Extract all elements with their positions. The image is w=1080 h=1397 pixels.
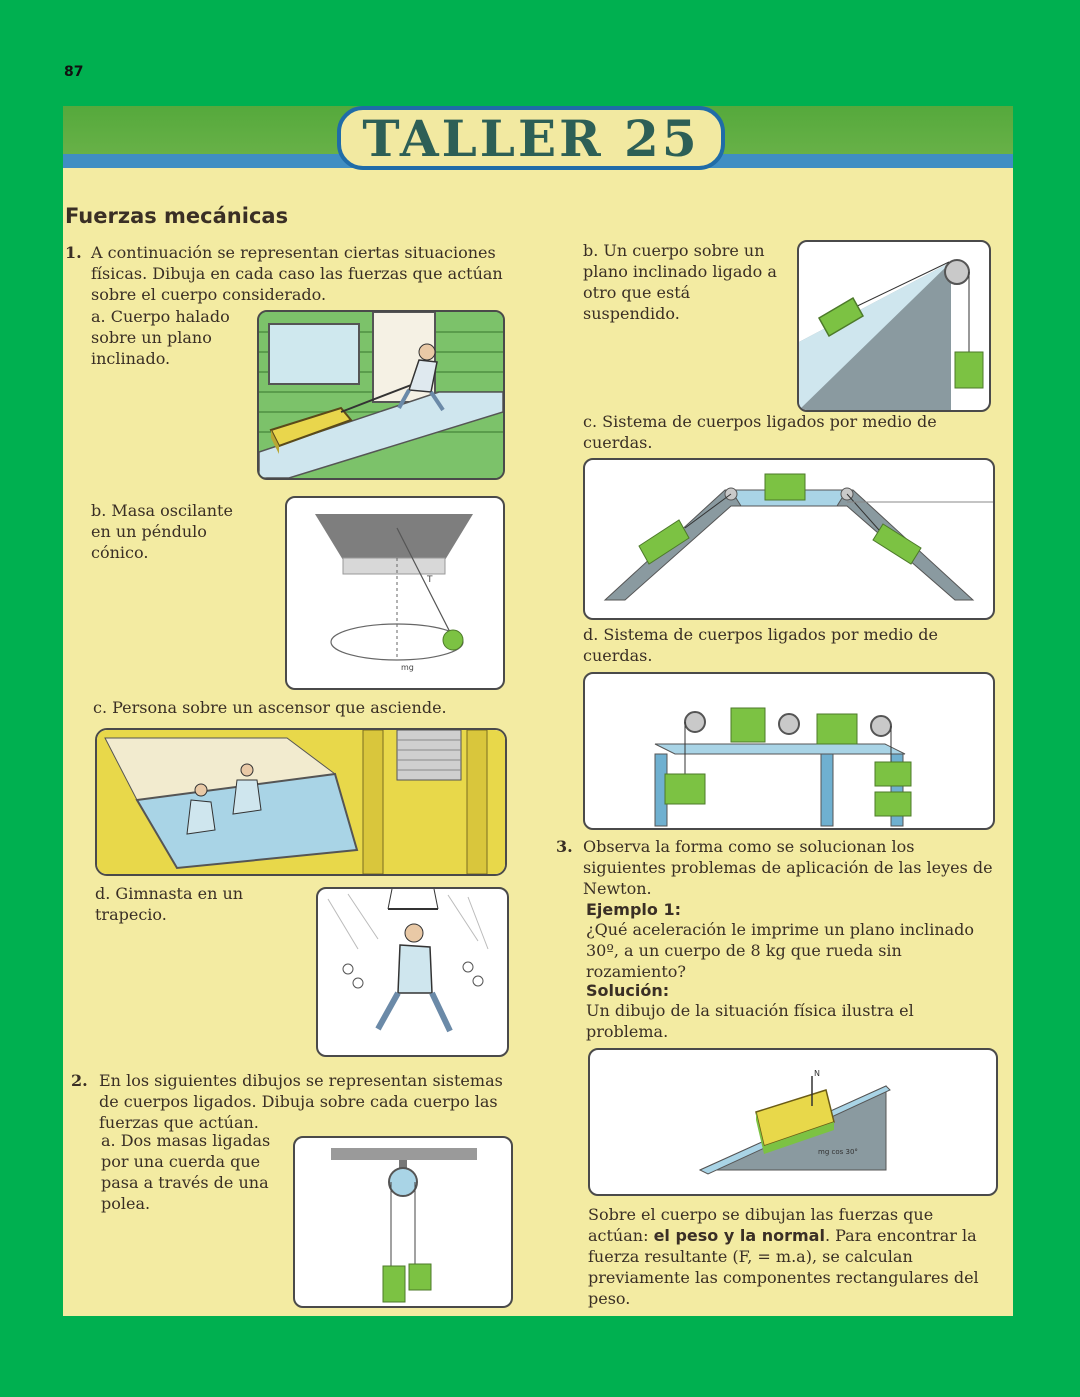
q1-b-text: b. Masa oscilante en un péndulo cónico. [91,501,233,562]
q2-b-figure [797,240,991,412]
q2-intro: En los siguientes dibujos se representan sistemas de cuerpos ligados. Dibuja sobre cada cuerpo las fuerzas que actúan. [99,1071,503,1132]
q3-number: 3. [556,837,573,856]
q2-b-text: b. Un cuerpo sobre un plano inclinado ligado a otro que está suspendido. [583,241,777,323]
q3-after-bold: el peso y la normal [653,1226,825,1245]
q1-d-figure [316,887,509,1057]
q1-b-figure [285,496,505,690]
q1-a-figure [257,310,505,480]
q3-example-label: Ejemplo 1: [586,900,681,919]
q3-solution-label: Solución: [586,981,670,1000]
q2-d-text: d. Sistema de cuerpos ligados por medio de cuerdas. [583,625,938,665]
banner-title: TALLER 25 [362,108,700,168]
q3-solution-text: Un dibujo de la situación física ilustra el problema. [586,1001,914,1041]
banner-title-frame [337,106,725,170]
q3-normal-label: N [814,1069,820,1078]
q1-b-tension-label: T [427,575,433,585]
page-number: 87 [64,64,84,80]
q1-c-figure [95,728,507,876]
worksheet [63,106,1013,1316]
section-title: Fuerzas mecánicas [65,204,289,228]
q3-example-text: ¿Qué aceleración le imprime un plano inclinado 30º, a un cuerpo de 8 kg que rueda sin rozamiento? [586,920,975,981]
q1-d-text: d. Gimnasta en un trapecio. [95,884,244,924]
q3-incline-figure [588,1048,998,1196]
q2-c-text: c. Sistema de cuerpos ligados por medio de cuerdas. [583,412,937,452]
q3-after-part2: . Para encontrar la fuerza resultante (F, = m.a), se calculan previamente las componentes rectangulares del peso. [588,1226,979,1308]
q2-a-figure [293,1136,513,1308]
q1-number: 1. [65,243,82,262]
q1-b-weight-label: mg [401,663,414,672]
q3-intro: Observa la forma como se solucionan los siguientes problemas de aplicación de las leyes de Newton. [583,837,993,898]
q1-a-text: a. Cuerpo halado sobre un plano inclinado. [91,307,230,368]
q2-d-figure [583,672,995,830]
q2-a-text: a. Dos masas ligadas por una cuerda que pasa a través de una polea. [101,1131,271,1213]
q2-c-figure [583,458,995,620]
q2-number: 2. [71,1071,88,1090]
q3-weight-label: mg cos 30° [818,1148,858,1156]
q1-intro: A continuación se representan ciertas situaciones físicas. Dibuja en cada caso las fuerzas que actúan sobre el cuerpo considerado. [91,243,503,304]
q3-after-part1: Sobre el cuerpo se dibujan las fuerzas que actúan: [588,1205,934,1245]
q3-after-text [588,1204,998,1309]
q1-c-text: c. Persona sobre un ascensor que asciende. [93,698,447,717]
